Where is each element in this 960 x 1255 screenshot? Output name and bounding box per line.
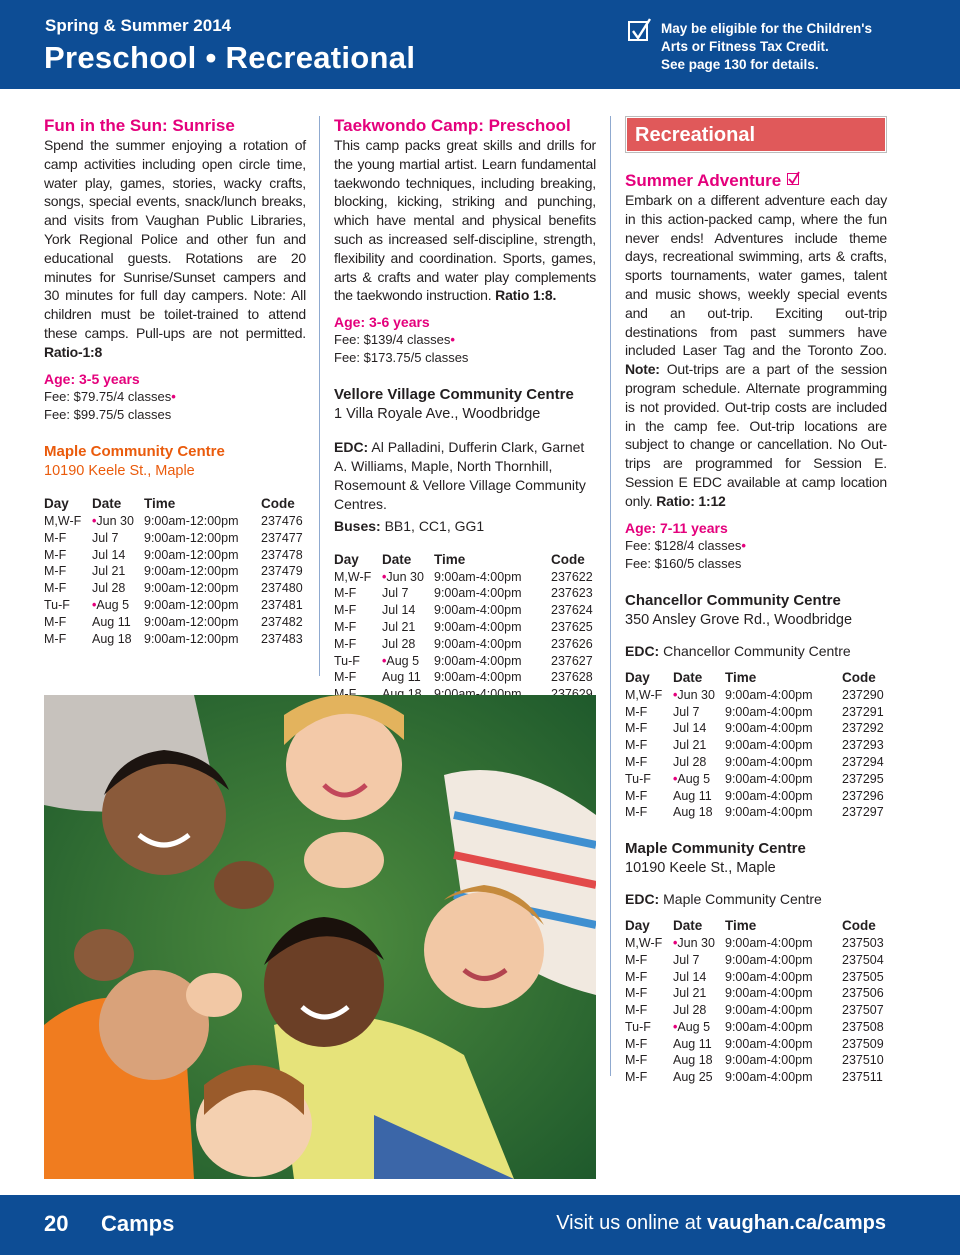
time-cell: 9:00am-4:00pm bbox=[725, 935, 813, 950]
code-cell: 237292 bbox=[842, 721, 884, 736]
table-row bbox=[625, 1035, 887, 1052]
section-banner bbox=[625, 116, 887, 153]
column-header: Time bbox=[144, 496, 176, 512]
table-row bbox=[625, 787, 887, 804]
time-cell: 9:00am-4:00pm bbox=[434, 636, 522, 651]
recreational-section bbox=[625, 116, 887, 1086]
date-cell: Jul 7 bbox=[382, 586, 409, 601]
table-row bbox=[625, 968, 887, 985]
day-cell: M-F bbox=[334, 586, 357, 601]
checkmark-icon bbox=[787, 173, 799, 185]
time-cell: 9:00am-4:00pm bbox=[725, 1019, 813, 1034]
table-row bbox=[625, 1002, 887, 1019]
table-row bbox=[334, 568, 596, 585]
column-header: Time bbox=[725, 669, 757, 685]
time-cell: 9:00am-12:00pm bbox=[144, 597, 239, 612]
code-cell: 237507 bbox=[842, 1003, 884, 1018]
centre-name: Maple Community Centre bbox=[625, 839, 806, 857]
table-row bbox=[44, 563, 306, 580]
code-cell: 237626 bbox=[551, 636, 593, 651]
program-description bbox=[334, 136, 596, 305]
page-footer bbox=[0, 1195, 960, 1255]
ratio-text: Ratio 1:8. bbox=[495, 287, 557, 304]
fee-line: Fee: $160/5 classes bbox=[625, 555, 742, 571]
time-cell: 9:00am-4:00pm bbox=[725, 771, 813, 786]
code-cell: 237297 bbox=[842, 805, 884, 820]
date-cell: •Aug 5 bbox=[92, 597, 130, 612]
column-header: Day bbox=[625, 918, 650, 934]
time-cell: 9:00am-4:00pm bbox=[434, 603, 522, 618]
code-cell: 237296 bbox=[842, 788, 884, 803]
code-cell: 237290 bbox=[842, 687, 884, 702]
buses-text: BB1, CC1, GG1 bbox=[380, 518, 485, 535]
table-row bbox=[44, 630, 306, 647]
day-cell: M-F bbox=[44, 547, 67, 562]
section-name: Camps bbox=[101, 1211, 175, 1236]
table-row bbox=[625, 1052, 887, 1069]
date-cell: Aug 11 bbox=[673, 788, 712, 803]
column-header: Time bbox=[725, 918, 757, 934]
checkmark-icon bbox=[628, 21, 648, 41]
date-cell: Aug 18 bbox=[673, 805, 713, 820]
time-cell: 9:00am-4:00pm bbox=[725, 969, 813, 984]
day-cell: M-F bbox=[625, 721, 648, 736]
website-promo bbox=[556, 1212, 886, 1235]
day-cell: M-F bbox=[625, 1003, 648, 1018]
code-cell: 237481 bbox=[261, 597, 303, 612]
bullet-icon: • bbox=[673, 687, 678, 702]
day-cell: M-F bbox=[44, 530, 67, 545]
time-cell: 9:00am-12:00pm bbox=[144, 513, 239, 528]
day-cell: Tu-F bbox=[625, 771, 651, 786]
day-cell: M,W-F bbox=[44, 513, 82, 528]
time-cell: 9:00am-4:00pm bbox=[725, 738, 813, 753]
page-title: Preschool • Recreational bbox=[44, 40, 416, 75]
code-cell: 237480 bbox=[261, 581, 303, 596]
table-row bbox=[334, 602, 596, 619]
code-cell: 237509 bbox=[842, 1036, 884, 1051]
fee-line bbox=[334, 331, 596, 349]
day-cell: M-F bbox=[625, 788, 648, 803]
table-row bbox=[625, 703, 887, 720]
table-row bbox=[625, 804, 887, 821]
centre-address: 10190 Keele St., Maple bbox=[44, 462, 195, 479]
day-cell: M-F bbox=[625, 1070, 648, 1085]
column-divider bbox=[610, 116, 611, 1076]
program-description bbox=[625, 191, 887, 511]
column-header: Time bbox=[434, 551, 466, 567]
code-cell: 237293 bbox=[842, 738, 884, 753]
page-header bbox=[0, 0, 960, 89]
time-cell: 9:00am-4:00pm bbox=[725, 754, 813, 769]
time-cell: 9:00am-12:00pm bbox=[144, 547, 239, 562]
date-cell: •Jun 30 bbox=[382, 569, 424, 584]
date-cell: Jul 28 bbox=[673, 754, 707, 769]
code-cell: 237623 bbox=[551, 586, 593, 601]
note-label: Note: bbox=[625, 361, 660, 378]
edc-label: EDC: bbox=[625, 642, 660, 659]
bullet-icon: • bbox=[673, 771, 678, 786]
code-cell: 237478 bbox=[261, 547, 303, 562]
day-cell: M-F bbox=[334, 636, 357, 651]
centre-name: Maple Community Centre bbox=[44, 442, 225, 460]
day-cell: M-F bbox=[44, 564, 67, 579]
edc-info bbox=[625, 642, 887, 661]
day-cell: Tu-F bbox=[44, 597, 70, 612]
time-cell: 9:00am-4:00pm bbox=[434, 619, 522, 634]
column-header: Date bbox=[92, 496, 122, 512]
schedule-table bbox=[334, 550, 596, 702]
buses-label: Buses: bbox=[334, 518, 381, 535]
code-cell: 237511 bbox=[842, 1070, 883, 1085]
date-cell: Jul 14 bbox=[382, 603, 416, 618]
day-cell: M-F bbox=[625, 1036, 648, 1051]
date-cell: Aug 11 bbox=[673, 1036, 712, 1051]
bullet-icon: • bbox=[92, 597, 97, 612]
fee-text: Fee: $128/4 classes bbox=[625, 537, 742, 553]
table-row bbox=[44, 546, 306, 563]
date-cell: Jul 28 bbox=[673, 1003, 707, 1018]
time-cell: 9:00am-4:00pm bbox=[434, 586, 522, 601]
code-cell: 237624 bbox=[551, 603, 593, 618]
centre-name: Vellore Village Community Centre bbox=[334, 386, 574, 404]
table-row bbox=[334, 669, 596, 686]
description-text: Embark on a different adventure each day in this action-packed camp, where the fun never ends! Adventures include theme days, recreational swimming, arts & crafts, sports tournaments, water games, talent and music shows, weekly special events and an out-trip. Exciting out-trip destinations from past summers have included Laser Tag and the Toronto Zoo. bbox=[625, 192, 887, 359]
table-row bbox=[44, 580, 306, 597]
code-cell: 237503 bbox=[842, 935, 884, 950]
taekwondo-program bbox=[334, 116, 596, 703]
program-description bbox=[44, 136, 306, 362]
code-cell: 237294 bbox=[842, 754, 884, 769]
date-cell: Jul 28 bbox=[92, 581, 126, 596]
schedule-table bbox=[625, 668, 887, 820]
day-cell: Tu-F bbox=[625, 1019, 651, 1034]
time-cell: 9:00am-4:00pm bbox=[725, 1036, 813, 1051]
fee-text: Fee: $139/4 classes bbox=[334, 332, 451, 348]
day-cell: Tu-F bbox=[334, 653, 360, 668]
day-cell: M-F bbox=[625, 738, 648, 753]
table-row bbox=[625, 1019, 887, 1036]
column-header: Date bbox=[673, 918, 703, 934]
time-cell: 9:00am-12:00pm bbox=[144, 631, 239, 646]
table-row bbox=[44, 529, 306, 546]
date-cell: •Aug 5 bbox=[382, 653, 420, 668]
ratio-text: Ratio-1:8 bbox=[44, 343, 103, 360]
date-cell: Jul 28 bbox=[382, 636, 416, 651]
column-header: Day bbox=[44, 496, 69, 512]
date-cell: Aug 18 bbox=[673, 1053, 713, 1068]
centre-address: 350 Ansley Grove Rd., Woodbridge bbox=[625, 611, 853, 628]
centre-address: 1 Villa Royale Ave., Woodbridge bbox=[334, 406, 541, 423]
note-text: Out-trips are a part of the session program schedule. Alternate programming is not provided. Out-trip costs are included in the camp fee. Out-trip locations are subject to change or cancellation. No Out-trips are programmed for Session E. Session E EDC available at camp location only. bbox=[625, 361, 887, 509]
code-cell: 237622 bbox=[551, 569, 593, 584]
fee-line bbox=[44, 388, 306, 406]
day-cell: M-F bbox=[625, 986, 648, 1001]
column-header: Date bbox=[382, 551, 412, 567]
column-divider bbox=[319, 116, 320, 676]
code-cell: 237504 bbox=[842, 952, 884, 967]
edc-info bbox=[625, 890, 887, 909]
date-cell: •Jun 30 bbox=[92, 513, 134, 528]
time-cell: 9:00am-4:00pm bbox=[725, 704, 813, 719]
bullet-icon: • bbox=[673, 935, 678, 950]
bullet-icon: • bbox=[382, 653, 387, 668]
day-cell: M-F bbox=[625, 1053, 648, 1068]
time-cell: 9:00am-4:00pm bbox=[434, 569, 522, 584]
table-row bbox=[334, 585, 596, 602]
code-cell: 237483 bbox=[261, 631, 303, 646]
date-cell: Jul 21 bbox=[92, 564, 126, 579]
table-row bbox=[334, 652, 596, 669]
column-header: Code bbox=[551, 551, 585, 567]
time-cell: 9:00am-4:00pm bbox=[725, 1070, 813, 1085]
code-cell: 237479 bbox=[261, 564, 303, 579]
table-row bbox=[44, 613, 306, 630]
code-cell: 237477 bbox=[261, 530, 303, 545]
date-cell: Jul 21 bbox=[673, 738, 707, 753]
tax-credit-note bbox=[661, 20, 901, 74]
date-cell: •Aug 5 bbox=[673, 1019, 711, 1034]
date-cell: •Jun 30 bbox=[673, 935, 715, 950]
code-cell: 237510 bbox=[842, 1053, 884, 1068]
column-header: Day bbox=[334, 551, 359, 567]
table-row bbox=[625, 935, 887, 952]
time-cell: 9:00am-4:00pm bbox=[434, 653, 522, 668]
date-cell: Aug 25 bbox=[673, 1070, 713, 1085]
day-cell: M-F bbox=[44, 631, 67, 646]
day-cell: M-F bbox=[44, 614, 67, 629]
column-header: Day bbox=[625, 669, 650, 685]
day-cell: M-F bbox=[44, 581, 67, 596]
edc-text: Maple Community Centre bbox=[659, 890, 822, 907]
bus-info bbox=[334, 517, 596, 536]
date-cell: Jul 21 bbox=[673, 986, 707, 1001]
fee-line bbox=[625, 537, 887, 555]
day-cell: M-F bbox=[334, 670, 357, 685]
bullet-icon: • bbox=[673, 1019, 678, 1034]
program-title-text: Summer Adventure bbox=[625, 171, 782, 190]
program-title: Fun in the Sun: Sunrise bbox=[44, 116, 235, 135]
age-range: Age: 3-6 years bbox=[334, 314, 430, 331]
tax-credit-line: See page 130 for details. bbox=[661, 57, 819, 72]
tax-credit-line: Arts or Fitness Tax Credit. bbox=[661, 39, 829, 54]
date-cell: Jul 14 bbox=[92, 547, 126, 562]
table-row bbox=[625, 985, 887, 1002]
day-cell: M-F bbox=[625, 704, 648, 719]
date-cell: •Jun 30 bbox=[673, 687, 715, 702]
date-cell: Jul 14 bbox=[673, 969, 707, 984]
edc-label: EDC: bbox=[334, 439, 369, 456]
bullet-icon: • bbox=[741, 537, 746, 553]
tax-credit-line: May be eligible for the Children's bbox=[661, 21, 872, 36]
column-header: Code bbox=[842, 669, 876, 685]
time-cell: 9:00am-12:00pm bbox=[144, 581, 239, 596]
table-row bbox=[44, 513, 306, 530]
time-cell: 9:00am-12:00pm bbox=[144, 564, 239, 579]
code-cell: 237295 bbox=[842, 771, 884, 786]
visit-text: Visit us online at bbox=[556, 1212, 708, 1234]
day-cell: M-F bbox=[334, 619, 357, 634]
ratio-text: Ratio: 1:12 bbox=[656, 492, 726, 509]
website-link[interactable]: vaughan.ca/camps bbox=[707, 1212, 886, 1234]
column-header: Code bbox=[261, 496, 295, 512]
age-range: Age: 3-5 years bbox=[44, 370, 140, 387]
time-cell: 9:00am-4:00pm bbox=[725, 1003, 813, 1018]
table-row bbox=[625, 720, 887, 737]
code-cell: 237482 bbox=[261, 614, 303, 629]
schedule-table bbox=[44, 495, 306, 647]
date-cell: Aug 11 bbox=[382, 670, 421, 685]
fee-line: Fee: $173.75/5 classes bbox=[334, 350, 469, 366]
time-cell: 9:00am-4:00pm bbox=[725, 721, 813, 736]
code-cell: 237625 bbox=[551, 619, 593, 634]
time-cell: 9:00am-12:00pm bbox=[144, 530, 239, 545]
program-title: Taekwondo Camp: Preschool bbox=[334, 116, 571, 135]
code-cell: 237505 bbox=[842, 969, 884, 984]
time-cell: 9:00am-4:00pm bbox=[434, 670, 522, 685]
centre-name: Chancellor Community Centre bbox=[625, 591, 841, 609]
table-row bbox=[625, 1069, 887, 1086]
time-cell: 9:00am-4:00pm bbox=[725, 952, 813, 967]
time-cell: 9:00am-12:00pm bbox=[144, 614, 239, 629]
section-banner-label: Recreational bbox=[627, 118, 885, 151]
fee-text: Fee: $79.75/4 classes bbox=[44, 388, 172, 404]
bullet-icon: • bbox=[450, 332, 455, 348]
day-cell: M,W-F bbox=[625, 935, 663, 950]
table-row bbox=[625, 737, 887, 754]
edc-label: EDC: bbox=[625, 890, 660, 907]
code-cell: 237627 bbox=[551, 653, 593, 668]
table-row bbox=[625, 754, 887, 771]
date-cell: Jul 7 bbox=[673, 704, 700, 719]
sunrise-program bbox=[44, 116, 306, 647]
season-label: Spring & Summer 2014 bbox=[45, 16, 232, 35]
code-cell: 237476 bbox=[261, 513, 303, 528]
bullet-icon: • bbox=[92, 513, 97, 528]
code-cell: 237508 bbox=[842, 1019, 884, 1034]
bullet-icon: • bbox=[171, 388, 176, 404]
date-cell: Jul 7 bbox=[92, 530, 119, 545]
description-text: Spend the summer enjoying a rotation of camp activities including open circle time, water play, games, stories, wacky crafts, songs, special events, snack/lunch breaks, and visits from Vaughan Public Libraries, York Regional Police and other fun and educational guests. Rotations are 20 minutes for Sunrise/Sunset campers and 30 minutes for full day campers. Note: All children must be toilet-trained to attend these camps. Pull-ups are not permitted. bbox=[44, 137, 306, 341]
day-cell: M-F bbox=[334, 603, 357, 618]
code-cell: 237506 bbox=[842, 986, 884, 1001]
edc-text: Chancellor Community Centre bbox=[659, 642, 851, 659]
time-cell: 9:00am-4:00pm bbox=[725, 1053, 813, 1068]
edc-info bbox=[334, 438, 596, 513]
fee-line: Fee: $99.75/5 classes bbox=[44, 406, 172, 422]
program-title bbox=[625, 171, 887, 191]
table-row bbox=[334, 635, 596, 652]
table-row bbox=[625, 951, 887, 968]
table-row bbox=[625, 770, 887, 787]
date-cell: Jul 14 bbox=[673, 721, 707, 736]
bullet-icon: • bbox=[382, 569, 387, 584]
date-cell: Jul 7 bbox=[673, 952, 700, 967]
column-header: Code bbox=[842, 918, 876, 934]
description-text: This camp packs great skills and drills for the young martial artist. Learn fundamental taekwondo techniques, including breaking, blocking, kicking, striking and punching, which have mental and physical benefits such as increased self-discipline, strength, flexibility and coordination. Sports, games, arts & crafts and water play complements the taekwondo instruction. bbox=[334, 137, 596, 304]
children-photo bbox=[44, 695, 596, 1179]
time-cell: 9:00am-4:00pm bbox=[725, 805, 813, 820]
time-cell: 9:00am-4:00pm bbox=[725, 788, 813, 803]
date-cell: •Aug 5 bbox=[673, 771, 711, 786]
table-row bbox=[44, 597, 306, 614]
children-illustration bbox=[44, 695, 596, 1179]
day-cell: M,W-F bbox=[625, 687, 663, 702]
day-cell: M,W-F bbox=[334, 569, 372, 584]
table-row bbox=[334, 619, 596, 636]
page-number: 20 bbox=[44, 1211, 69, 1236]
column-header: Date bbox=[673, 669, 703, 685]
time-cell: 9:00am-4:00pm bbox=[725, 687, 813, 702]
code-cell: 237291 bbox=[842, 704, 884, 719]
code-cell: 237628 bbox=[551, 670, 593, 685]
table-row bbox=[625, 686, 887, 703]
day-cell: M-F bbox=[625, 754, 648, 769]
day-cell: M-F bbox=[625, 969, 648, 984]
date-cell: Aug 11 bbox=[92, 614, 131, 629]
date-cell: Jul 21 bbox=[382, 619, 416, 634]
schedule-table bbox=[625, 917, 887, 1086]
age-range: Age: 7-11 years bbox=[625, 519, 728, 536]
date-cell: Aug 18 bbox=[92, 631, 132, 646]
day-cell: M-F bbox=[625, 952, 648, 967]
centre-address: 10190 Keele St., Maple bbox=[625, 859, 776, 876]
edc-text: Al Palladini, Dufferin Clark, Garnet A. Williams, Maple, North Thornhill, Rosemount & Vellore Village Community Centres. bbox=[334, 439, 586, 512]
time-cell: 9:00am-4:00pm bbox=[725, 986, 813, 1001]
day-cell: M-F bbox=[625, 805, 648, 820]
